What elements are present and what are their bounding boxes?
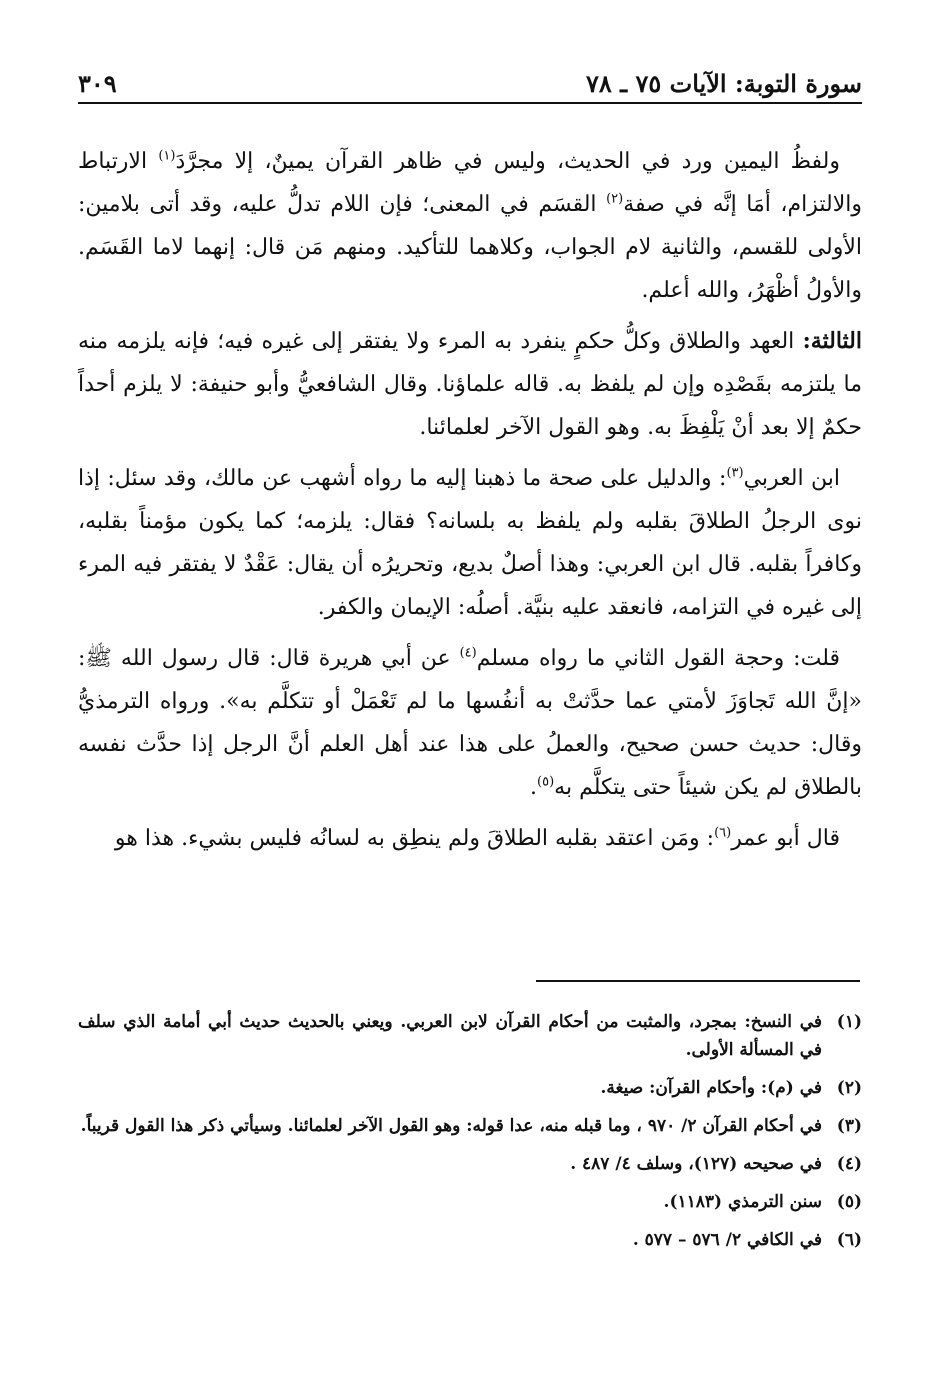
footnote-number: (٦) <box>836 1230 862 1250</box>
footnote-number: (٢) <box>836 1078 862 1098</box>
header-title: سورة التوبة: الآيات ٧٥ ـ ٧٨ <box>585 69 862 98</box>
footnote-item <box>78 1074 862 1102</box>
paragraph-1-text-b: الارتباط والالتزام، أمَا إنَّه في صفة <box>78 149 862 217</box>
footnote-ref-1[interactable]: (١) <box>158 148 176 164</box>
paragraph-2-lead: الثالثة: <box>802 328 862 354</box>
paragraph-5-text-b: : ومَن اعتقد بقلبه الطلاقَ ولم ينطِق به لسانُه فليس بشيء. هذا هو <box>114 826 715 851</box>
footnote-item <box>78 1226 862 1254</box>
paragraph-1-text-a: ولفظُ اليمين ورد في الحديث، وليس في ظاهر القرآن يمينٌ، إلا مجرَّدَ <box>175 149 840 174</box>
paragraph-2 <box>78 320 862 449</box>
footnote-item <box>78 1188 862 1216</box>
paragraph-4-text-b: عن أبي هريرة قال: قال رسول الله ﷺ: «إنَّ الله تَجاوَزَ لأمتي عما حدَّثتْ به أنفُسها ما لم تَعْمَلْ أو تتكلَّم به». ورواه الترمذيُّ وقال: حديث حسن صحيح، والعملُ على هذا عند أهل العلم أنَّ الرجل إذا حدَّث نفسه بالطلاق لم يكن شيئاً حتى يتكلَّم به <box>78 646 862 800</box>
footnote-item <box>78 1150 862 1178</box>
footnote-item <box>78 1112 862 1140</box>
paragraph-3-text-b: : والدليل على صحة ما ذهبنا إليه ما رواه أشهب عن مالك، وقد سئل: إذا نوى الرجلُ الطلاقَ بقلبه ولم يلفظ به بلسانه؟ فقال: يلزمه؛ كما يكون مؤمناً بقلبه، وكافراً بقلبه. قال ابن العربي: وهذا أصلٌ بديع، وتحريرُه أن يقال: عَقْدٌ لا يفتقر فيه المرء إلى غيره في التزامه، فانعقد عليه بنيَّة. أصلُه: الإيمان والكفر. <box>78 466 862 620</box>
footnote-text: في الكافي ٢/ ٥٧٦ – ٥٧٧ . <box>632 1230 822 1250</box>
paragraph-1 <box>78 140 862 312</box>
footnote-ref-5[interactable]: (٥) <box>537 774 555 790</box>
footnote-item <box>78 1008 862 1064</box>
footnote-ref-3[interactable]: (٣) <box>726 465 744 481</box>
paragraph-1-text-c: القسَم في المعنى؛ فإن اللام تدلُّ عليه، وقد أتى بلامين: الأولى للقسم، والثانية لام الجواب، وكلاهما للتأكيد. ومنهم مَن قال: إنهما لاما القَسَم. والأولُ أظْهَرُ، والله أعلم. <box>78 192 862 303</box>
footnote-text: في (م): وأحكام القرآن: صيغة. <box>600 1078 822 1098</box>
footnote-ref-4[interactable]: (٤) <box>459 645 477 661</box>
footnotes <box>78 1008 862 1264</box>
paragraph-4 <box>78 637 862 809</box>
footnote-number: (٣) <box>836 1116 862 1136</box>
footnote-number: (١) <box>836 1012 862 1032</box>
footnote-divider <box>536 980 860 982</box>
paragraph-5-text-a: قال أبو عمر <box>731 826 840 851</box>
running-header <box>78 62 862 104</box>
paragraph-4-text-c: . <box>530 775 538 800</box>
main-text <box>78 140 862 868</box>
footnote-text: في النسخ: بمجرد، والمثبت من أحكام القرآن لابن العربي. ويعني بالحديث حديث أبي أمامة الذي سلف في المسألة الأولى. <box>78 1012 822 1060</box>
paragraph-3-text-a: ابن العربي <box>743 466 840 491</box>
footnote-ref-2[interactable]: (٢) <box>606 191 624 207</box>
paragraph-3 <box>78 457 862 629</box>
paragraph-2-text: العهد والطلاق وكلُّ حكمٍ ينفرد به المرء ولا يفتقر إلى غيره فيه؛ فإنه يلزمه منه ما يلتزمه بقَصْدِه وإن لم يلفظ به. قاله علماؤنا. وقال الشافعيُّ وأبو حنيفة: لا يلزم أحداً حكمٌ إلا بعد أنْ يَلْفِظَ به. وهو القول الآخر لعلمائنا. <box>78 329 862 440</box>
footnote-text: في أحكام القرآن ٢/ ٩٧٠ ، وما قبله منه، عدا قوله: وهو القول الآخر لعلمائنا. وسيأتي ذكر هذا القول قريباً. <box>80 1116 822 1136</box>
footnote-number: (٤) <box>836 1154 862 1174</box>
paragraph-5 <box>78 817 862 860</box>
footnote-ref-6[interactable]: (٦) <box>714 825 732 841</box>
page-number: ٣٠٩ <box>78 69 117 98</box>
footnote-text: سنن الترمذي (١١٨٣). <box>663 1192 822 1212</box>
paragraph-4-text-a: قلت: وحجة القول الثاني ما رواه مسلم <box>476 646 840 671</box>
footnote-text: في صحيحه (١٢٧)، وسلف ٤/ ٤٨٧ . <box>570 1154 822 1174</box>
footnote-number: (٥) <box>836 1192 862 1212</box>
